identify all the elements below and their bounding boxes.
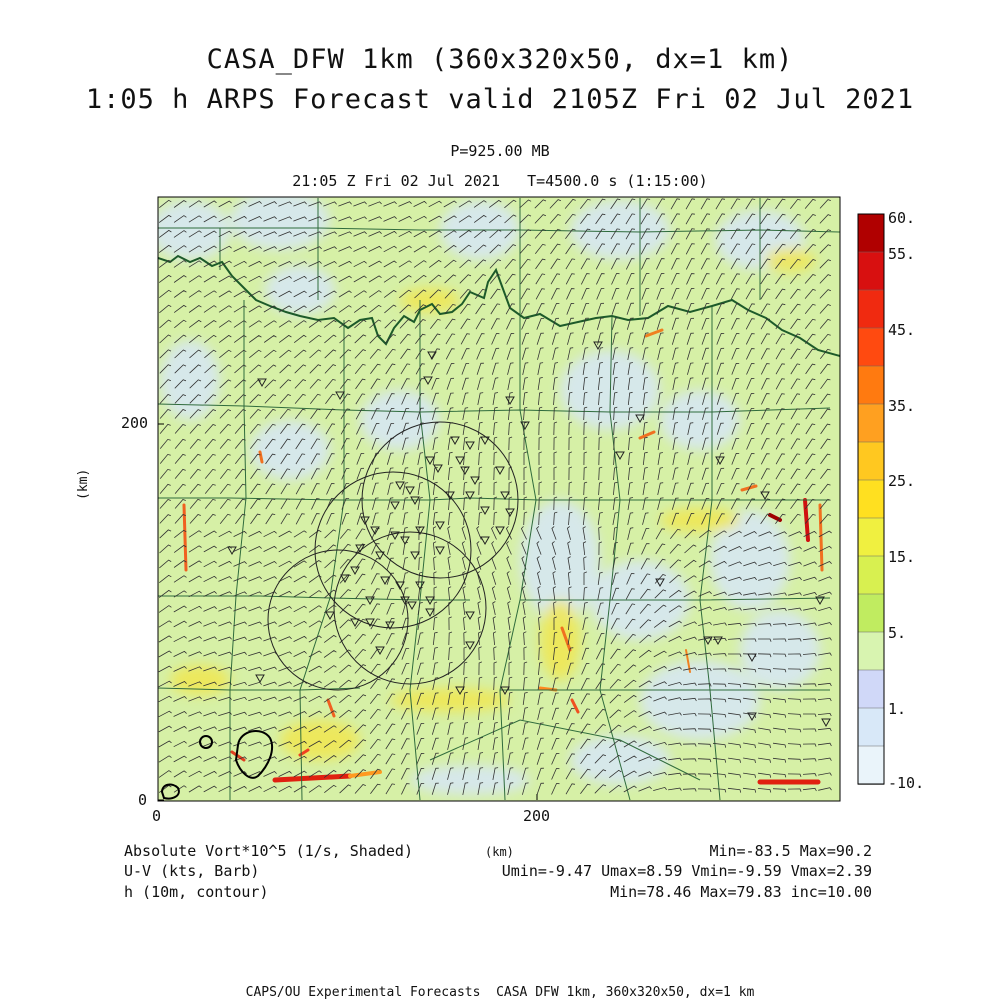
colorbar-swatch <box>858 290 884 329</box>
y-axis-label: (km) <box>76 468 91 500</box>
legend-unit: (km) <box>485 845 514 859</box>
colorbar-label-45: 45. <box>888 321 916 339</box>
colorbar-label-minus10: -10. <box>888 774 925 792</box>
pressure-level: P=925.00 MB <box>450 142 550 160</box>
colorbar-swatch <box>858 404 884 443</box>
calm-patch <box>640 660 760 740</box>
colorbar-swatch <box>858 594 884 633</box>
colorbar-swatch <box>858 252 884 291</box>
legend-wind: U-V (kts, Barb) <box>124 862 260 880</box>
vorticity-maximum <box>820 505 822 570</box>
colorbar-swatch <box>858 518 884 557</box>
calm-patch <box>230 190 330 250</box>
vorticity-maximum <box>260 452 262 462</box>
calm-patch <box>360 390 440 450</box>
calm-patch <box>410 765 530 795</box>
colorbar-swatch <box>858 442 884 481</box>
shaded-band <box>170 665 230 695</box>
stats-wind: Umin=-9.47 Umax=8.59 Vmin=-9.59 Vmax=2.39 <box>501 862 872 880</box>
calm-patch <box>250 420 330 480</box>
colorbar-label-60: 60. <box>888 209 916 227</box>
calm-patch <box>570 200 670 260</box>
colorbar-swatch <box>858 746 884 785</box>
colorbar-swatch <box>858 328 884 367</box>
colorbar <box>858 214 884 785</box>
stats-height: Min=78.46 Max=79.83 inc=10.00 <box>610 883 872 901</box>
footer-credit: CAPS/OU Experimental Forecasts CASA DFW 1km, 360x320x50, dx=1 km <box>245 985 755 1000</box>
colorbar-label-15: 15. <box>888 548 916 566</box>
colorbar-swatch <box>858 670 884 709</box>
title-line-2: 1:05 h ARPS Forecast valid 2105Z Fri 02 Jul 2021 <box>85 84 915 115</box>
colorbar-swatch <box>858 708 884 747</box>
stats-vorticity: Min=-83.5 Max=90.2 <box>709 842 872 860</box>
legend-vorticity: Absolute Vort*10^5 (1/s, Shaded) <box>124 842 413 860</box>
x-tick-label-0: 0 <box>152 807 162 825</box>
colorbar-label-55: 55. <box>888 245 916 263</box>
legend-height: h (10m, contour) <box>124 883 269 901</box>
y-tick-label-0: 0 <box>138 791 148 809</box>
colorbar-label-1: 1. <box>888 700 907 718</box>
colorbar-swatch <box>858 214 884 253</box>
shaded-band <box>540 600 580 680</box>
calm-patch <box>740 610 820 690</box>
valid-time: 21:05 Z Fri 02 Jul 2021 T=4500.0 s (1:15:00) <box>292 172 708 190</box>
colorbar-swatch <box>858 480 884 519</box>
y-tick-label-200: 200 <box>121 414 149 432</box>
colorbar-label-25: 25. <box>888 472 916 490</box>
calm-patch <box>660 390 740 450</box>
colorbar-label-5: 5. <box>888 624 907 642</box>
colorbar-swatch <box>858 556 884 595</box>
colorbar-label-35: 35. <box>888 397 916 415</box>
title-line-1: CASA_DFW 1km (360x320x50, dx=1 km) <box>206 44 794 75</box>
colorbar-swatch <box>858 366 884 405</box>
shaded-band <box>660 508 740 532</box>
x-tick-label-200: 200 <box>523 807 551 825</box>
colorbar-swatch <box>858 632 884 671</box>
